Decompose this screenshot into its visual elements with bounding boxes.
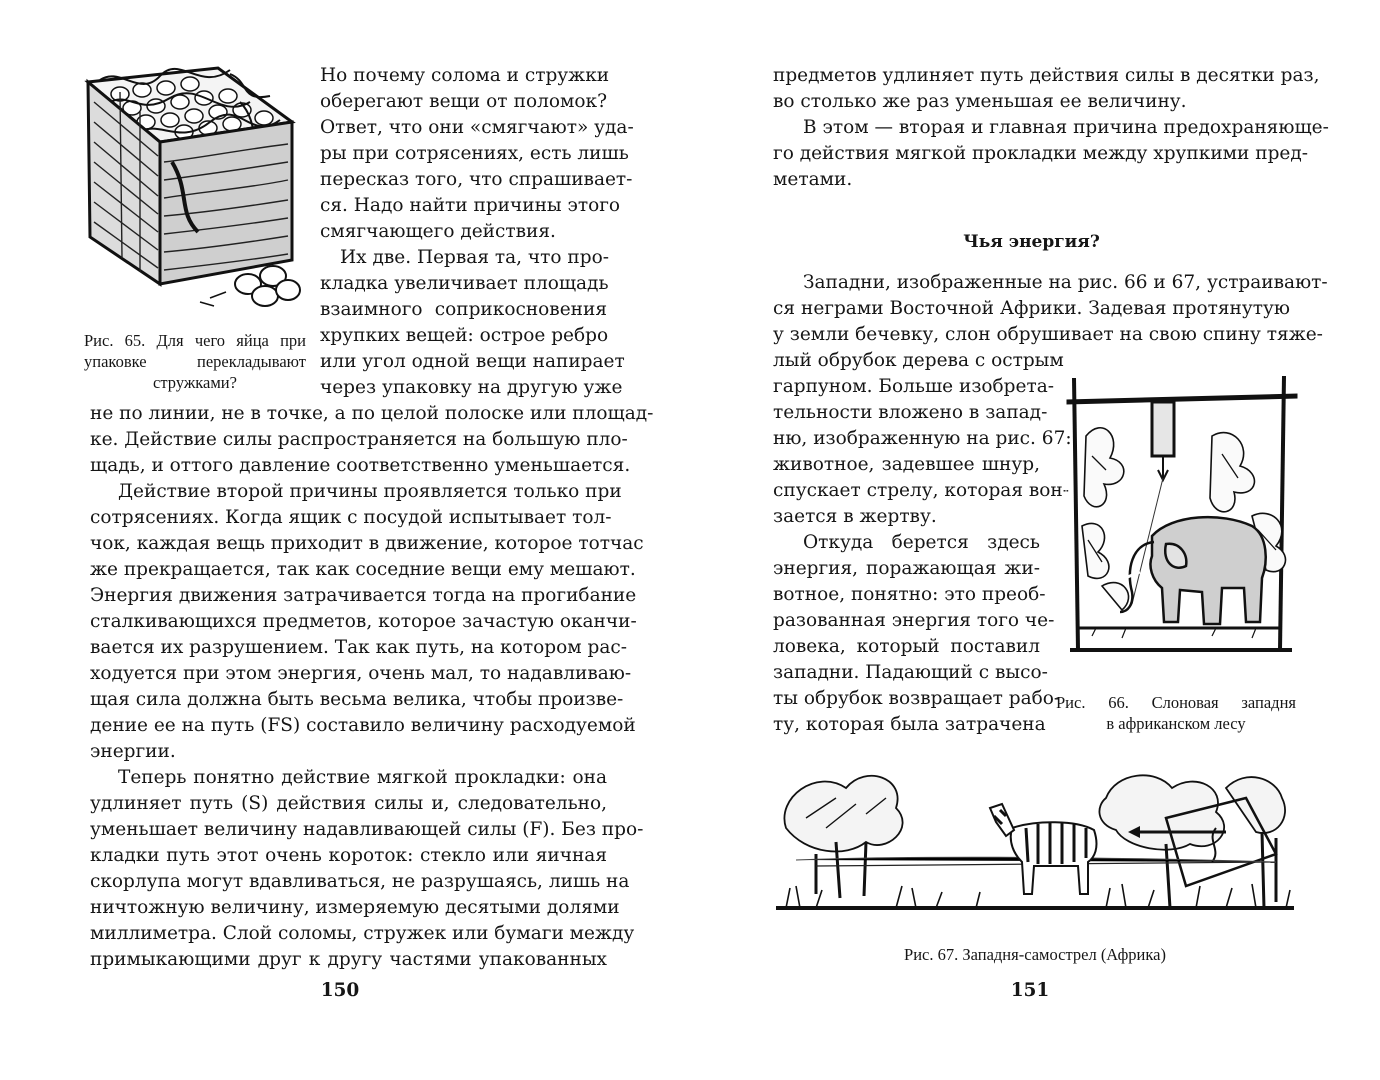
text-line: не по линии, не в точке, а по целой полоске или площад- [90, 403, 654, 424]
text-line: вотное, понятно: это преоб- [773, 584, 1046, 605]
text-line: оберегают вещи от поломок? [320, 91, 607, 112]
figure-65-caption-line: упаковке перекладывают [84, 352, 306, 371]
text-line: щая сила должна быть весьма велика, чтобы произве- [90, 689, 624, 710]
text-line: во столько же раз уменьшая ее величину. [773, 91, 1187, 112]
text-line: ты обрубок возвращает рабо- [773, 688, 1061, 709]
text-line: В этом — вторая и главная причина предохраняюще- [803, 117, 1329, 138]
text-line: го действия мягкой прокладки между хрупкими пред- [773, 143, 1309, 164]
text-line: спускает стрелу, которая вон- [773, 480, 1070, 501]
figure-66-caption-line: в африканском лесу [1106, 714, 1246, 733]
text-line: тельности вложено в запад- [773, 402, 1048, 423]
text-line: же прекращается, так как соседние вещи ему мешают. [90, 559, 636, 580]
text-line: Западни, изображенные на рис. 66 и 67, устраивают- [803, 272, 1328, 293]
text-line: кладка увеличивает площадь [320, 273, 609, 294]
text-line: ту, которая была затрачена [773, 714, 1046, 735]
text-line: Откуда берется здесь [803, 532, 1040, 553]
text-line: чок, каждая вещь приходит в движение, которое тотчас [90, 533, 644, 554]
text-line: удлиняет путь (S) действия силы и, следовательно, [90, 793, 607, 814]
page-number: 150 [320, 980, 360, 1001]
text-line: скорлупа могут вдавливаться, не разрушаясь, лишь на [90, 871, 630, 892]
text-line: зается в жертву. [773, 506, 937, 527]
text-line: или угол одной вещи напирает [320, 351, 625, 372]
text-line: Действие второй причины проявляется только при [118, 481, 622, 502]
figure-65-caption [84, 330, 306, 393]
figure-65-egg-crate-illustration [80, 62, 305, 327]
text-line: ничтожную величину, измеряемую десятыми долями [90, 897, 620, 918]
text-line: дение ее на путь (FS) составило величину расходуемой [90, 715, 636, 736]
text-line: сотрясениях. Когда ящик с посудой испытывает тол- [90, 507, 612, 528]
text-line: пересказ того, что спрашивает- [320, 169, 633, 190]
text-line: взаимного соприкосновения [320, 299, 607, 320]
text-line: ся. Надо найти причины этого [320, 195, 621, 216]
right-page [690, 0, 1380, 1080]
text-line: гарпуном. Больше изобрета- [773, 376, 1054, 397]
text-line: Энергия движения затрачивается тогда на прогибание [90, 585, 637, 606]
figure-67-caption: Рис. 67. Западня-самострел (Африка) [904, 945, 1166, 964]
text-line: энергии. [90, 741, 176, 762]
figure-66-caption [1056, 692, 1296, 734]
text-line: Их две. Первая та, что про- [340, 247, 609, 268]
text-line: вается их разрушением. Так как путь, на котором рас- [90, 637, 627, 658]
text-line: кладки путь этот очень короток: стекло или яичная [90, 845, 607, 866]
text-line: западни. Падающий с высо- [773, 662, 1048, 683]
text-line: Теперь понятно действие мягкой прокладки: она [118, 767, 607, 788]
text-line: смягчающего действия. [320, 221, 556, 242]
figure-66-elephant-trap-illustration [1062, 366, 1302, 686]
text-line: Ответ, что они «смягчают» уда- [320, 117, 634, 138]
text-line: через упаковку на другую уже [320, 377, 623, 398]
text-line: щадь, и оттого давление соответственно уменьшается. [90, 455, 631, 476]
text-line: ке. Действие силы распространяется на большую пло- [90, 429, 628, 450]
text-line: миллиметра. Слой соломы, стружек или бумаги между [90, 923, 635, 944]
text-line: уменьшает величину надавливающей силы (F). Без про- [90, 819, 644, 840]
text-line: разованная энергия того че- [773, 610, 1055, 631]
text-line: сталкивающихся предметов, которое зачастую оканчи- [90, 611, 637, 632]
text-line: у земли бечевку, слон обрушивает на свою спину тяже- [773, 324, 1323, 345]
section-title: Чья энергия? [963, 232, 1100, 252]
page-number: 151 [1010, 980, 1050, 1001]
text-line: ловека, который поставил [773, 636, 1040, 657]
text-line: ходуется при этом энергия, очень мал, то надавливаю- [90, 663, 632, 684]
text-line: животное, задевшее шнур, [773, 454, 1040, 475]
text-line: Но почему солома и стружки [320, 65, 610, 86]
figure-65-caption-line: стружками? [153, 373, 237, 392]
text-line: хрупких вещей: острое ребро [320, 325, 609, 346]
text-line: ры при сотрясениях, есть лишь [320, 143, 629, 164]
figure-66-caption-line: Рис. 66. Слоновая западня [1056, 693, 1296, 712]
text-line: метами. [773, 169, 853, 190]
figure-67-crossbow-trap-illustration [776, 758, 1294, 928]
text-line: энергия, поражающая жи- [773, 558, 1040, 579]
text-line: ню, изображенную на рис. 67: [773, 428, 1072, 449]
text-line: примыкающими друг к другу частями упакованных [90, 949, 607, 970]
text-line: лый обрубок дерева с острым [773, 350, 1064, 371]
figure-65-caption-line: Рис. 65. Для чего яйца при [84, 331, 306, 350]
text-line: предметов удлиняет путь действия силы в десятки раз, [773, 65, 1320, 86]
text-line: ся неграми Восточной Африки. Задевая протянутую [773, 298, 1290, 319]
